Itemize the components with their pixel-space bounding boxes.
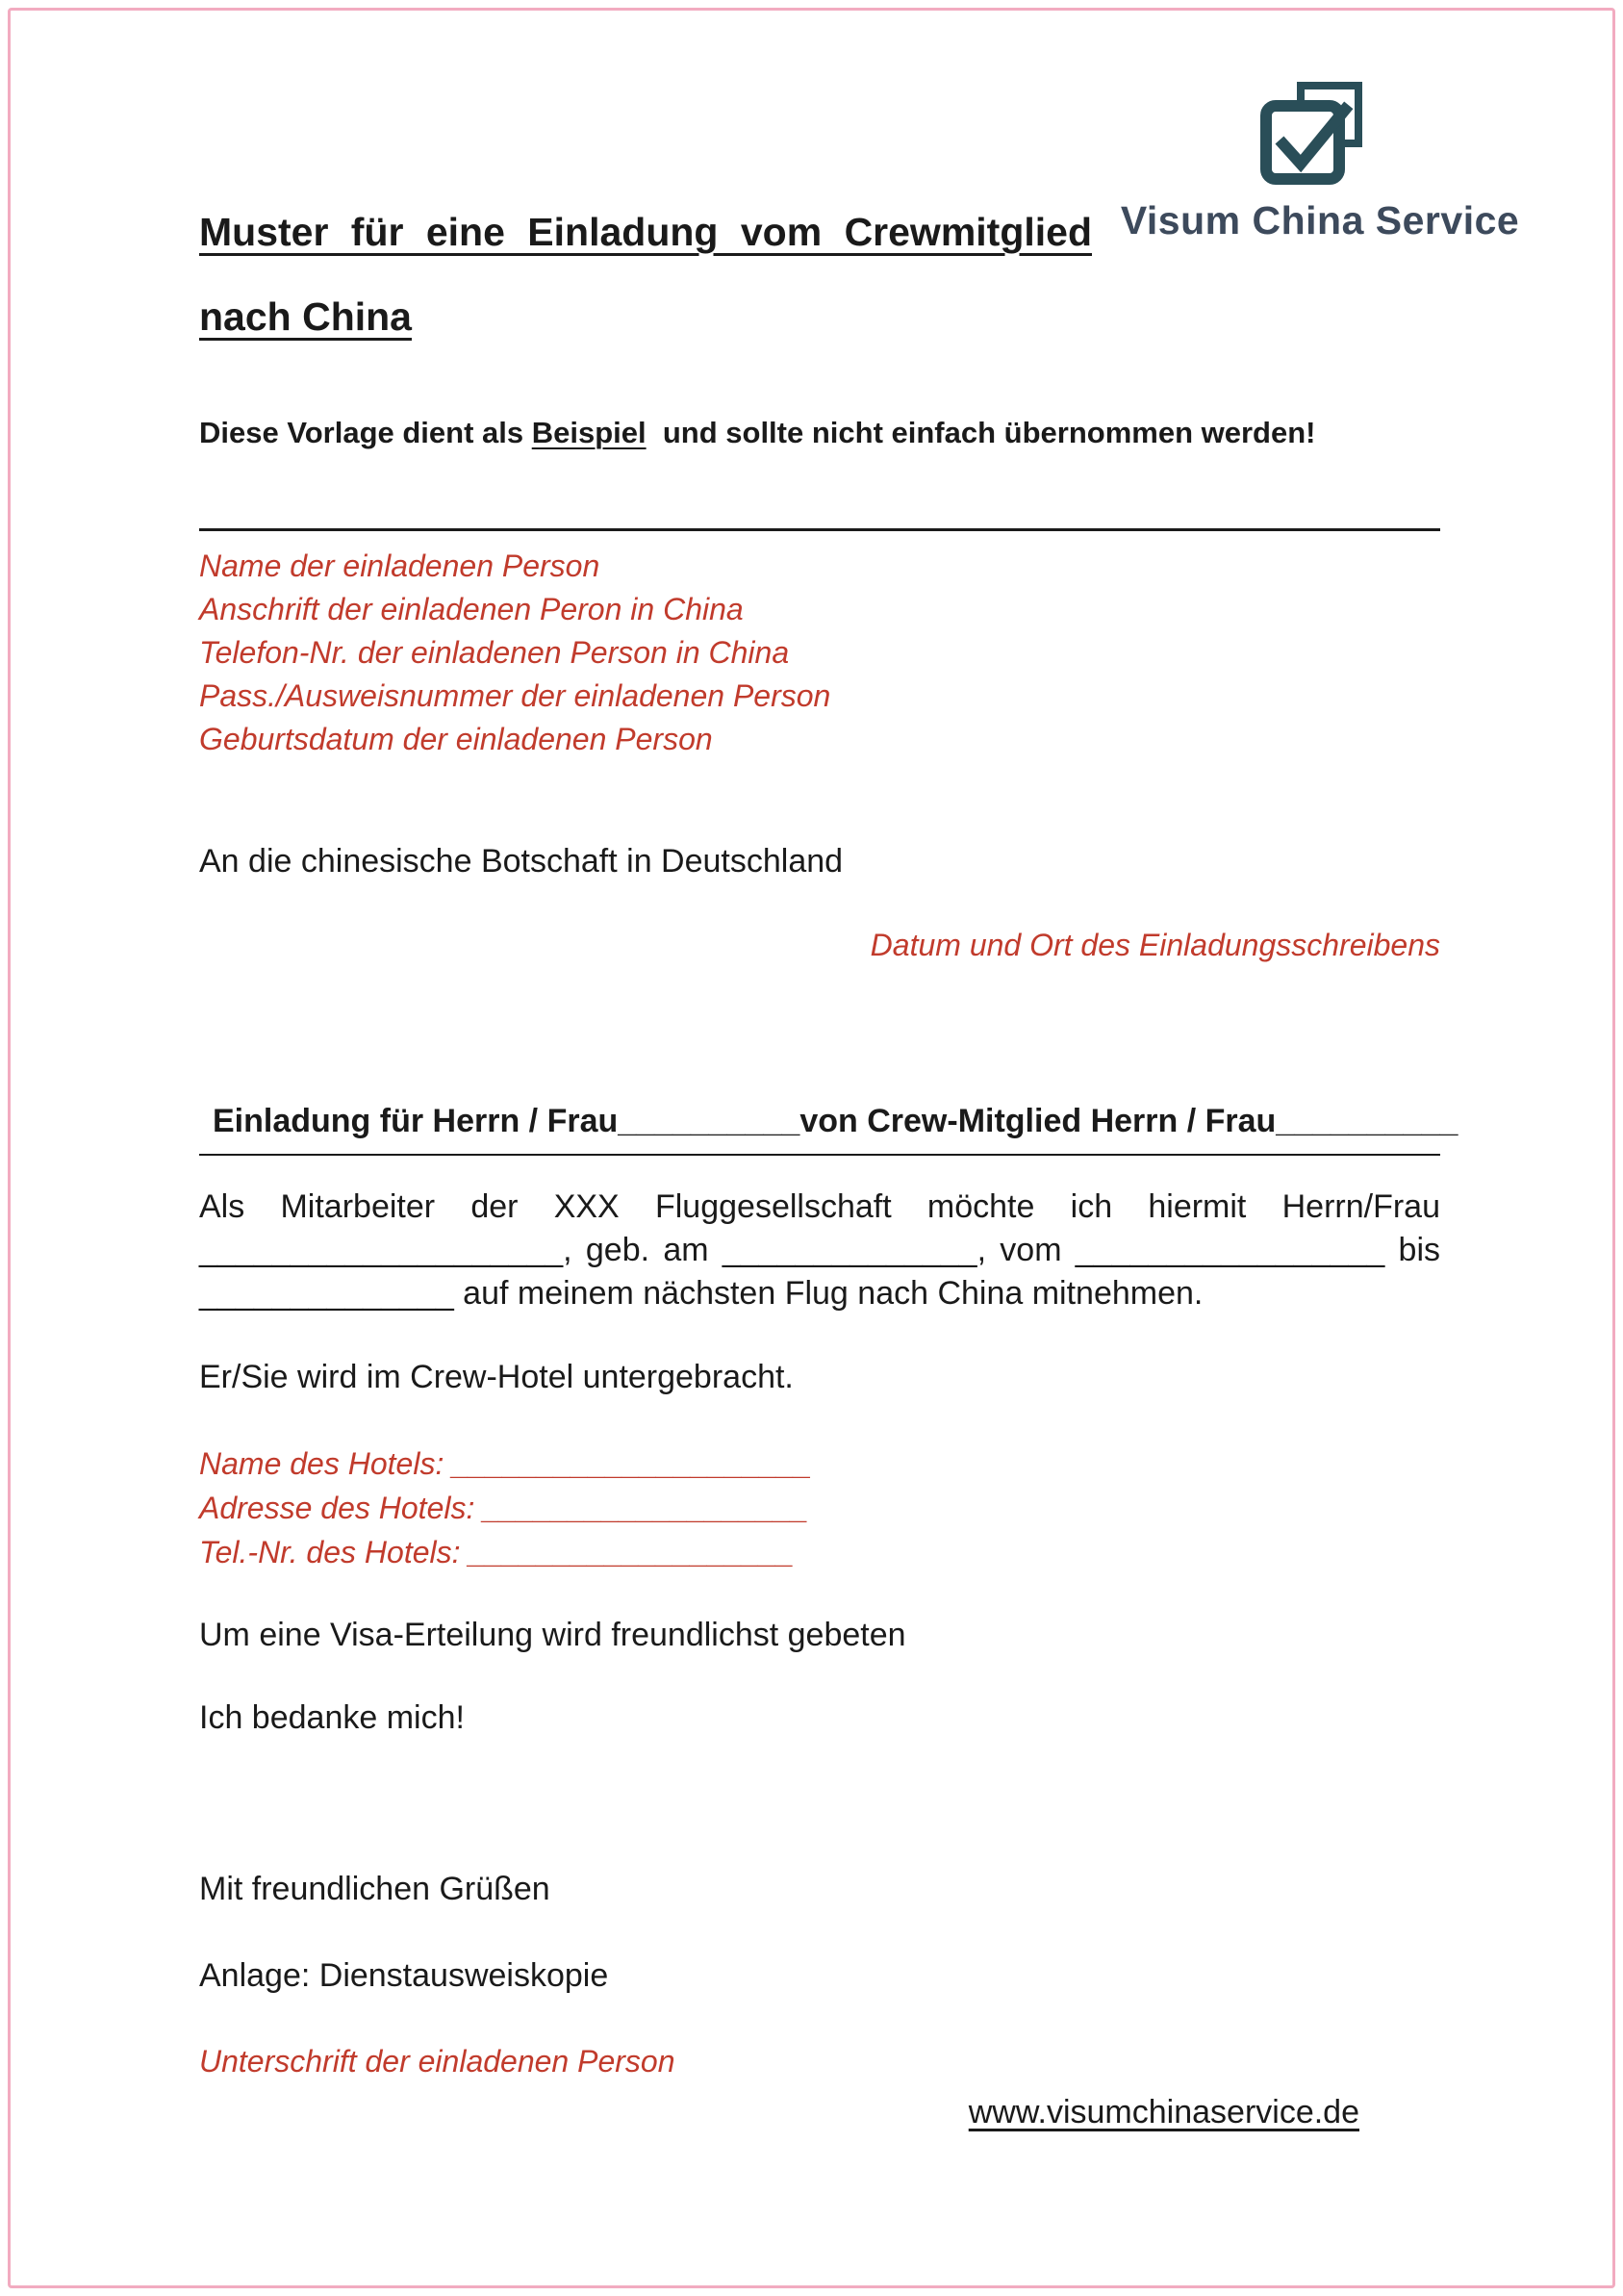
field-hotel-address: Adresse des Hotels: ___________________ (199, 1491, 809, 1525)
field-hotel-name: Name des Hotels: _____________________ (199, 1446, 812, 1481)
body-line1: Als Mitarbeiter der XXX Fluggesellschaft möchte ich hiermit Herrn/Frau (199, 1188, 1440, 1225)
date-place-hint: Datum und Ort des Einladungsschreibens (870, 928, 1440, 962)
body-line2: ____________________, geb. am ______________, vom _________________ bis (199, 1232, 1440, 1268)
website-row (199, 2094, 1440, 2131)
horizontal-divider (199, 528, 1440, 531)
field-person-birthdate: Geburtsdatum der einladenen Person (199, 722, 713, 756)
attachment-line: Anlage: Dienstausweiskopie (199, 1957, 609, 1994)
field-person-phone: Telefon-Nr. der einladenen Person in China (199, 635, 790, 670)
brand-name: Visum China Service (1120, 198, 1520, 242)
document-title-line2 (199, 294, 1440, 340)
field-hotel-phone: Tel.-Nr. des Hotels: ___________________ (199, 1535, 795, 1569)
visa-request-line: Um eine Visa-Erteilung wird freundlichst gebeten (199, 1617, 906, 1653)
recipient-placeholder-block (199, 545, 1440, 761)
notice-line (199, 416, 1440, 450)
document-title-line2-text: nach China (199, 294, 412, 339)
notice-emphasized: Beispiel (531, 416, 647, 449)
hotel-note-line: Er/Sie wird im Crew-Hotel untergebracht. (199, 1359, 794, 1395)
body-paragraph (199, 1186, 1440, 1315)
field-person-name: Name der einladenen Person (199, 548, 600, 583)
subject-line: Einladung für Herrn / Frau__________von Crew-Mitglied Herrn / Frau__________ (199, 1103, 1440, 1156)
document-title-line1: Muster für eine Einladung vom Crewmitglied (199, 210, 1092, 254)
signature-hint: Unterschrift der einladenen Person (199, 2044, 675, 2079)
hotel-placeholder-block (199, 1441, 1440, 1574)
notice-part1: Diese Vorlage dient als (199, 416, 532, 449)
website-link[interactable]: www.visumchinaservice.de (968, 2094, 1359, 2130)
thanks-line: Ich bedanke mich! (199, 1699, 465, 1736)
field-person-address: Anschrift der einladenen Peron in China (199, 592, 744, 626)
embassy-address-line: An die chinesische Botschaft in Deutschland (199, 843, 844, 880)
field-person-passport: Pass./Ausweisnummer der einladenen Person (199, 678, 831, 713)
closing-line: Mit freundlichen Grüßen (199, 1871, 550, 1907)
check-document-icon (1256, 81, 1380, 194)
notice-part2: und sollte nicht einfach übernommen werden! (646, 416, 1316, 449)
body-line3: ______________ auf meinem nächsten Flug nach China mitnehmen. (199, 1275, 1204, 1312)
